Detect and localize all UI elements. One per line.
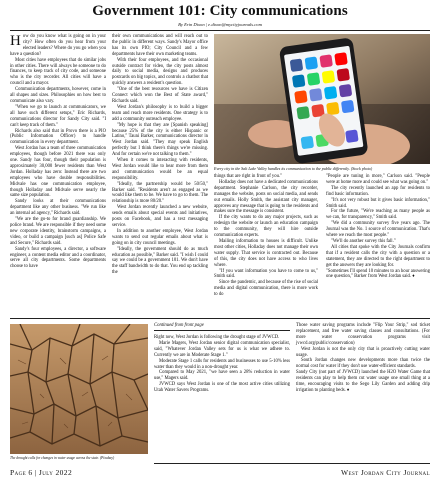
paragraph: "We are the go-to for brand guardianship. We police brand. We are responsible if they need some new corporate identity, brainstorm campaigns, a video, or build a campaign [such as] Police Safe and Secure," Richards said. bbox=[10, 217, 106, 246]
paragraph: All cities that spoke with the City Journals confirm that if a resident calls the city with a question or a statement, they are directed to the right department to get the answers they are looking for. bbox=[326, 244, 430, 268]
paragraph: Since the pandemic, and because of the rise of social media and digital communication, there is more work to do bbox=[214, 280, 318, 298]
paragraph: "When we go to launch at communicators, we all have such different setups," Eric Richards, communications director for Sandy City said. "I can't keep track of them." bbox=[10, 104, 106, 128]
paragraph: Mailing information to houses is difficult. Unlike most other cities, Holladay does not manage their own water supply. That service is contracted out. Because of this, the city does not have access to who lives where. bbox=[214, 238, 318, 268]
paragraph: South Jordan changes new developments more than twice the normal cost for water if they don't use water-efficient standards. bbox=[296, 358, 430, 370]
paragraph: For the future, "We're reaching as many people as we can, for transparency," Smith said. bbox=[326, 209, 430, 221]
drop-cap: H bbox=[10, 33, 21, 49]
footer-rule bbox=[154, 463, 430, 464]
paragraph: Those water saving programs include "Flip Your Strip," sod ticket replacement, and free water saving classes and consultations. (For more water conservation programs visit jvwcd.org/public/conservation) bbox=[296, 323, 430, 346]
paragraph: West Jordan's philosophy is to build a bigger team and reach more residents. One strategy is to add a community outreach employee. bbox=[112, 104, 208, 122]
paragraph: "Ideally, the government should do as much education as possible," Barker said. "I wish I could say we could be a government 101. We don't have the staff bandwidth to do that. You end up tackling the bbox=[112, 246, 208, 276]
article-byline: By Erin Dixon | e.dixon@mycityjournals.com bbox=[178, 22, 262, 27]
paragraph: "Ideally, the partnership would be 50/50," Barker said. "Residents aren't as engaged as we would like them to be. We have to go to them. The relationship is more 80/20." bbox=[112, 181, 208, 205]
paragraph: ow do you know what is going on in your city? How often do you hear from your elected leaders? Where do you go when you have a question? bbox=[10, 34, 106, 57]
paragraph: "We did a community survey five years ago. The Journal was the No. 1 source of communication. That's where we reach the most people." bbox=[326, 221, 430, 239]
paragraph: With their four employees, and the occasional outside contract for video, the city posts almost daily to social media, designs and produces postcards on big topics, and controls a chatbot that quickly answers a resident's question. bbox=[112, 57, 208, 87]
page-number: Page 6 | July 2022 bbox=[10, 468, 73, 477]
paragraph: things that are right in front of you." bbox=[214, 174, 283, 179]
paragraph: Sandy looks at their communications department like any other business. "We run like an internal ad agency," Richards said. bbox=[10, 199, 106, 217]
sidebar-column-1 bbox=[154, 335, 290, 394]
paragraph: "One of the best resources we have is Citizen Connect which won the Best of State award," Richards said. bbox=[112, 87, 208, 104]
paragraph: "My hope is that they are [Spanish speaking] because 25% of the city is either Hispanic or Latino," Tauni Barker, communications director in West Jordan said. "They may speak English perfectly but I think there's things we're missing. And for certain we're not talking to them." bbox=[112, 122, 208, 158]
sidebar-column-2 bbox=[296, 323, 430, 394]
paragraph: Holladay does not have a dedicated communications department. Stephanie Carlson, the city recorder, manages the website, posts on social media, and sends out emails. Holly Smith, the assistant city manager, approves any message that is going to the residents and makes sure the message is consistent. bbox=[214, 179, 318, 215]
end-mark: ♦ bbox=[412, 274, 415, 280]
headline-rule bbox=[10, 30, 430, 31]
paragraph: West Jordan is not the only city that is proactively cutting water usage. bbox=[296, 346, 430, 358]
publication-name: West Jordan City Journal bbox=[341, 468, 430, 477]
paragraph: Compared to May 2021, "we have seen a 28% reduction in water use," Magers said. bbox=[154, 370, 290, 382]
cracked-earth-image bbox=[10, 324, 148, 454]
paragraph: West Jordan has a team of three communication employees, though before 2021 there was only one. Sandy has four, though their population is approximately 30,000 fewer residents than West Jordan. Holladay has zero: Instead there are two employees who have double responsibilities. Midvale has one communication employee, though Holladay and Midvale serve nearly the same size population. bbox=[10, 146, 106, 199]
paragraph: When it comes to interacting with residents, West Jordan would like to hear more from them and communication would be an equal responsibility. bbox=[112, 158, 208, 181]
paragraph: "We'll do another survey this fall." bbox=[331, 238, 396, 244]
article-headline: Government 101: City communications bbox=[92, 3, 348, 19]
article-photo bbox=[214, 34, 430, 164]
paragraph-text: "Sometimes I'll spend 10 minutes to an hour answering one question," Barker from West Jordan said. bbox=[326, 268, 430, 280]
drought-photo bbox=[10, 324, 148, 454]
paragraph: Moderate Stage 1 calls for residents and businesses to use 5-10% less water than they would in a non-drought year. bbox=[154, 358, 290, 370]
article-column-2 bbox=[112, 34, 208, 276]
story-divider bbox=[10, 318, 430, 319]
paragraph: Sandy's four employees, a director, a software engineer, a content media editor and a coordinator, serve all city departments. Some departments choose to have bbox=[10, 246, 106, 270]
paragraph: "It's not very robust but it gives basic information," Smith said. bbox=[326, 197, 430, 209]
smartphone-social-media-image bbox=[214, 34, 430, 164]
article-column-4 bbox=[326, 174, 430, 280]
paragraph: "People are tuning in more," Carlson said. "People were at home more and could see what was going on." bbox=[326, 174, 430, 185]
paragraph: JVWCD says West Jordan is one of the most active cities utilizing Utah Water Savers Programs. bbox=[154, 382, 290, 394]
end-mark: ♦ bbox=[346, 387, 350, 393]
paragraph: If the city wants to do any major projects, such as redesign the website or launch an education campaign to the community, they will hire outside communication experts. bbox=[214, 215, 318, 239]
article-column-3 bbox=[214, 174, 318, 298]
paragraph: Right now, West Jordan is following the drought stage of JVWCD. bbox=[154, 335, 280, 340]
paragraph: Communication departments, however, come in all shapes and sizes. Philosophies on how best to communicate also vary. bbox=[10, 87, 106, 104]
paragraph: their own communications and will reach out to the public in different ways. Sandy's Mayor office has its own PIO; City Council and a few departments have their own marketing teams. bbox=[112, 34, 208, 57]
paragraph bbox=[326, 269, 430, 280]
paragraph: Richards also said that in Provo there is a PIO (Public Information Officer) to handle communication in every department. bbox=[10, 128, 106, 146]
paragraph: Marie Magers, West Jordan senior digital communication specialist, said, "Whatever Jordan Valley sets for us is what we adhere to. Currently we are in Moderate Stage 1." bbox=[154, 340, 290, 358]
paragraph: "If you want information you have to come to us," Smith said. bbox=[214, 268, 318, 280]
paragraph-text: Sandy City (not part of JVWCD) launched the H2O Water Game that residents can play to help them cut water usage one small thing at a time, encouraging visits to the Sego Lily Garden and adding drip irrigation to planting beds. bbox=[296, 370, 430, 393]
paragraph: West Jordan recently launched a new website, sends emails about special events and initiatives, posts on Facebook, and has a text messaging service. bbox=[112, 205, 208, 228]
continued-label: Continued from front page bbox=[154, 323, 204, 328]
paragraph: The city recently launched an app for residents to find basic information. bbox=[326, 185, 430, 197]
paragraph: Most cities have employees that do similar jobs in other cities. There will always be someone to do finances, to keep track of city code, and someone who is the city recorder. All cities will have a council and a mayor. bbox=[10, 57, 106, 87]
paragraph bbox=[296, 370, 430, 393]
article-column-1 bbox=[10, 34, 106, 270]
photo-caption: Every city in the Salt Lake Valley handles its communication to the public differently. (Stock photo) bbox=[214, 166, 373, 171]
story-divider bbox=[154, 330, 290, 331]
paragraph: In addition to another employee, West Jordan wants to send out regular emails about what is going on in city council meetings. bbox=[112, 228, 208, 246]
photo-caption: The drought calls for changes in water usage across the state. (Pixabay) bbox=[10, 456, 115, 460]
